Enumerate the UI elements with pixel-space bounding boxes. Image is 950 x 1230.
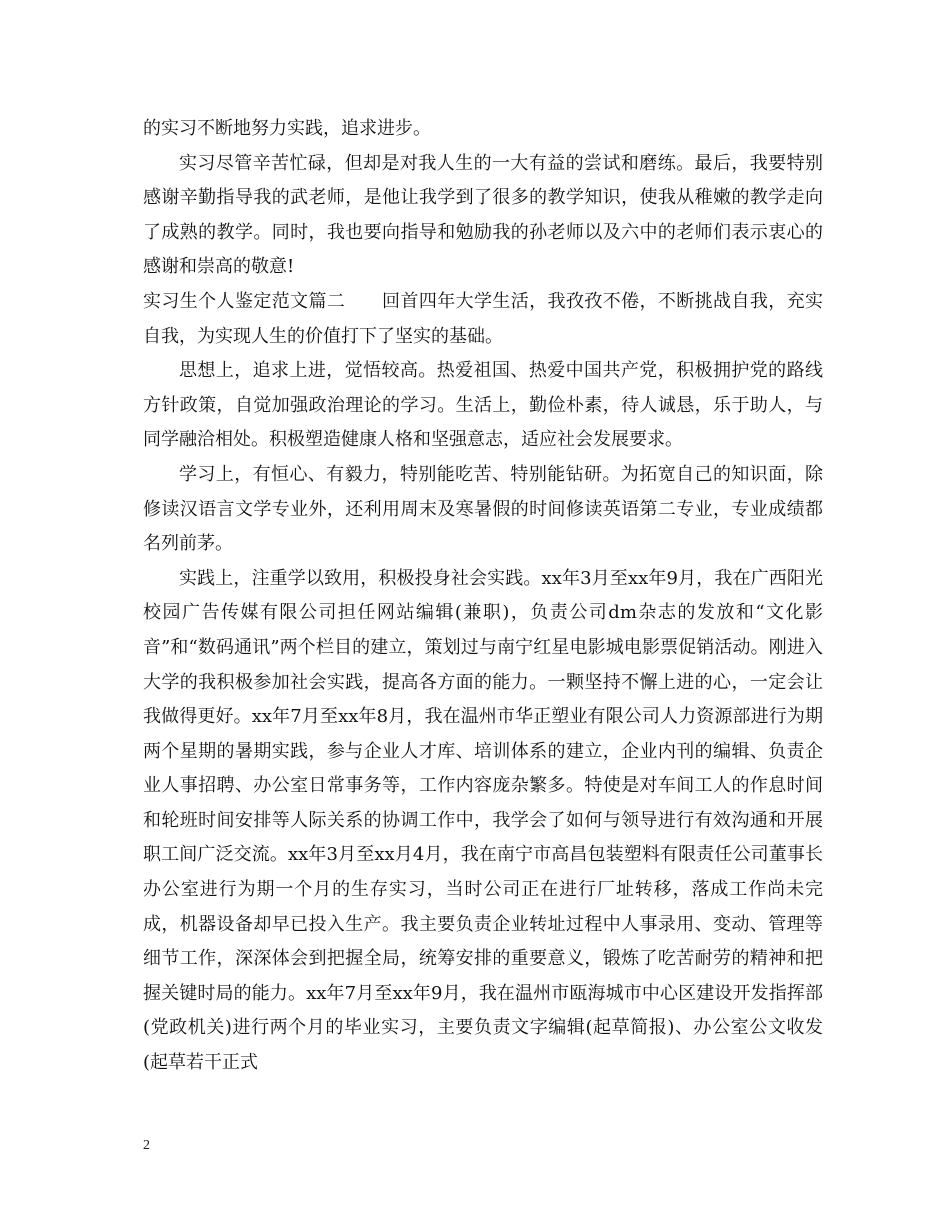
page-number: 2 <box>143 1138 150 1153</box>
paragraph-ideology: 思想上，追求上进，觉悟较高。热爱祖国、热爱中国共产党，积极拥护党的路线方针政策，自觉加强政治理论的学习。生活上，勤俭朴素，待人诚恳，乐于助人，与同学融洽相处。积极塑造健康人格和坚强意志，适应社会发展要求。 <box>143 360 823 451</box>
paragraph-practice: 实践上，注重学以致用，积极投身社会实践。xx年3月至xx年9月，我在广西阳光校园广告传媒有限公司担任网站编辑(兼职)，负责公司dm杂志的发放和“文化影音”和“数码通讯”两个栏目的建立，策划过与南宁红星电影城电影票促销活动。刚进入大学的我积极参加社会实践，提高各方面的能力。一颗坚持不懈上进的心，一定会让我做得更好。xx年7月至xx年8月，我在温州市华正塑业有限公司人力资源部进行为期两个星期的暑期实践，参与企业人才库、培训体系的建立，企业内刊的编辑、负责企业人事招聘、办公室日常事务等，工作内容庞杂繁多。特使是对车间工人的作息时间和轮班时间安排等人际关系的协调工作中，我学会了如何与领导进行有效沟通和开展职工间广泛交流。xx年3月至xx月4月，我在南宁市高昌包装塑料有限责任公司董事长办公室进行为期一个月的生存实习，当时公司正在进行厂址转移，落成工作尚未完成，机器设备却早已投入生产。我主要负责企业转址过程中人事录用、变动、管理等细节工作，深深体会到把握全局，统筹安排的重要意义，锻炼了吃苦耐劳的精神和把握关键时局的能力。xx年7月至xx年9月，我在温州市瓯海城市中心区建设开发指挥部(党政机关)进行两个月的毕业实习，主要负责文字编辑(起草简报)、办公室公文收发(起草若干正式 <box>143 567 823 1074</box>
paragraph-continuation: 的实习不断地努力实践，追求进步。 <box>143 118 431 139</box>
paragraph-section-heading: 实习生个人鉴定范文篇二 回首四年大学生活，我孜孜不倦，不断挑战自我，充实自我，为实现人生的价值打下了坚实的基础。 <box>143 290 823 347</box>
paragraph-internship-gratitude: 实习尽管辛苦忙碌，但却是对我人生的一大有益的尝试和磨练。最后，我要特别感谢辛勤指导我的武老师，是他让我学到了很多的教学知识，使我从稚嫩的教学走向了成熟的教学。同时，我也要向指导和勉励我的孙老师以及六中的老师们表示衷心的感谢和崇高的敬意! <box>143 152 823 278</box>
document-page <box>143 112 823 1081</box>
paragraph-study: 学习上，有恒心、有毅力，特别能吃苦、特别能钻研。为拓宽自己的知识面，除修读汉语言文学专业外，还利用周末及寒暑假的时间修读英语第二专业，专业成绩都名列前茅。 <box>143 463 823 555</box>
